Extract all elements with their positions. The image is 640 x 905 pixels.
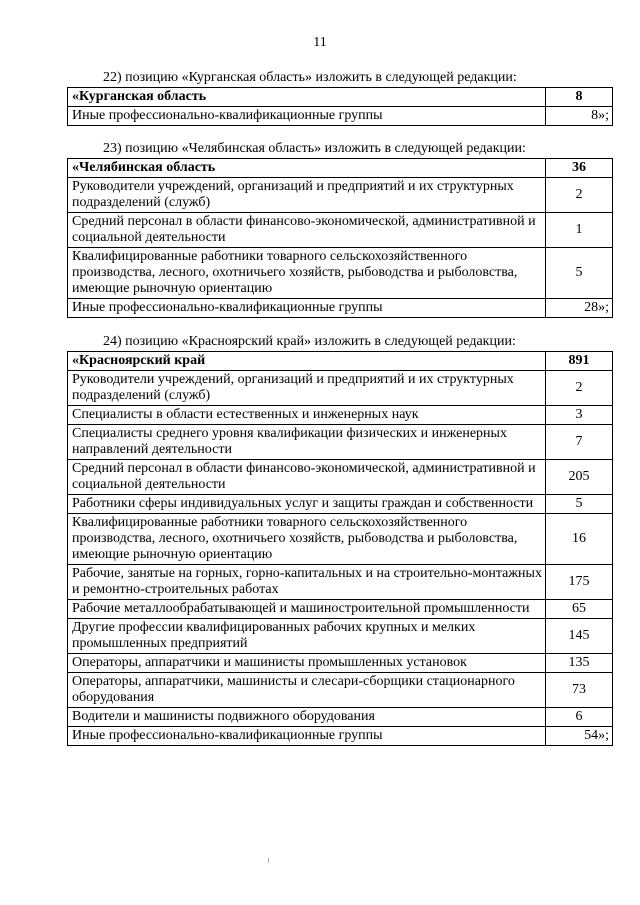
region-total-value: 8 (546, 88, 613, 107)
quota-table (67, 351, 613, 746)
group-name-cell: Иные профессионально-квалификационные группы (68, 107, 546, 126)
quota-value-cell: 8»; (546, 107, 613, 126)
section-heading: 22) позицию «Курганская область» изложить в следующей редакции: (103, 70, 517, 85)
group-name-cell: Средний персонал в области финансово-экономической, административной и социальной деятельности (68, 460, 546, 495)
region-total-row (68, 352, 613, 371)
group-name-cell: Рабочие металлообрабатывающей и машиностроительной промышленности (68, 600, 546, 619)
quota-value-cell: 54»; (546, 727, 613, 746)
section-heading: 24) позицию «Красноярский край» изложить в следующей редакции: (103, 334, 516, 349)
table-row (68, 565, 613, 600)
table-row (68, 600, 613, 619)
quota-value-cell: 5 (546, 495, 613, 514)
quota-value-cell: 16 (546, 514, 613, 565)
table-row (68, 654, 613, 673)
region-name: «Челябинская область (68, 159, 546, 178)
scan-artifact (268, 858, 269, 863)
table-row (68, 514, 613, 565)
quota-value-cell: 28»; (546, 299, 613, 318)
quota-table (67, 158, 613, 318)
group-name-cell: Средний персонал в области финансово-экономической, административной и социальной деятельности (68, 213, 546, 248)
table-row (68, 708, 613, 727)
group-name-cell: Операторы, аппаратчики, машинисты и слесари-сборщики стационарного оборудования (68, 673, 546, 708)
table-row (68, 299, 613, 318)
table-row (68, 406, 613, 425)
table-row (68, 727, 613, 746)
quota-value-cell: 145 (546, 619, 613, 654)
region-total-row (68, 159, 613, 178)
group-name-cell: Специалисты в области естественных и инженерных наук (68, 406, 546, 425)
table-row (68, 107, 613, 126)
section-heading: 23) позицию «Челябинская область» изложить в следующей редакции: (103, 141, 526, 156)
table-row (68, 248, 613, 299)
table-row (68, 619, 613, 654)
group-name-cell: Квалифицированные работники товарного сельскохозяйственного производства, лесного, охотничьего хозяйств, рыбоводства и рыболовства, имеющие рыночную ориентацию (68, 248, 546, 299)
group-name-cell: Иные профессионально-квалификационные группы (68, 727, 546, 746)
table-row (68, 425, 613, 460)
page-number: 11 (313, 35, 327, 50)
table-row (68, 460, 613, 495)
quota-value-cell: 2 (546, 371, 613, 406)
group-name-cell: Рабочие, занятые на горных, горно-капитальных и на строительно-монтажных и ремонтно-строительных работах (68, 565, 546, 600)
quota-value-cell: 1 (546, 213, 613, 248)
region-name: «Красноярский край (68, 352, 546, 371)
quota-table (67, 87, 613, 126)
region-name: «Курганская область (68, 88, 546, 107)
table-row (68, 371, 613, 406)
quota-value-cell: 205 (546, 460, 613, 495)
quota-value-cell: 175 (546, 565, 613, 600)
group-name-cell: Операторы, аппаратчики и машинисты промышленных установок (68, 654, 546, 673)
section-krasnoyarsk (67, 334, 613, 746)
quota-value-cell: 3 (546, 406, 613, 425)
group-name-cell: Другие профессии квалифицированных рабочих крупных и мелких промышленных предприятий (68, 619, 546, 654)
quota-value-cell: 2 (546, 178, 613, 213)
group-name-cell: Руководители учреждений, организаций и предприятий и их структурных подразделений (служб) (68, 371, 546, 406)
quota-value-cell: 6 (546, 708, 613, 727)
quota-value-cell: 73 (546, 673, 613, 708)
quota-value-cell: 5 (546, 248, 613, 299)
group-name-cell: Водители и машинисты подвижного оборудования (68, 708, 546, 727)
section-kurgan (67, 70, 613, 126)
group-name-cell: Работники сферы индивидуальных услуг и защиты граждан и собственности (68, 495, 546, 514)
group-name-cell: Специалисты среднего уровня квалификации физических и инженерных направлений деятельности (68, 425, 546, 460)
group-name-cell: Руководители учреждений, организаций и предприятий и их структурных подразделений (служб) (68, 178, 546, 213)
region-total-value: 36 (546, 159, 613, 178)
table-row (68, 213, 613, 248)
table-row (68, 178, 613, 213)
region-total-row (68, 88, 613, 107)
region-total-value: 891 (546, 352, 613, 371)
group-name-cell: Иные профессионально-квалификационные группы (68, 299, 546, 318)
quota-value-cell: 65 (546, 600, 613, 619)
quota-value-cell: 135 (546, 654, 613, 673)
group-name-cell: Квалифицированные работники товарного сельскохозяйственного производства, лесного, охотничьего хозяйств, рыбоводства и рыболовства, имеющие рыночную ориентацию (68, 514, 546, 565)
table-row (68, 495, 613, 514)
table-row (68, 673, 613, 708)
quota-value-cell: 7 (546, 425, 613, 460)
section-chelyabinsk (67, 141, 613, 318)
